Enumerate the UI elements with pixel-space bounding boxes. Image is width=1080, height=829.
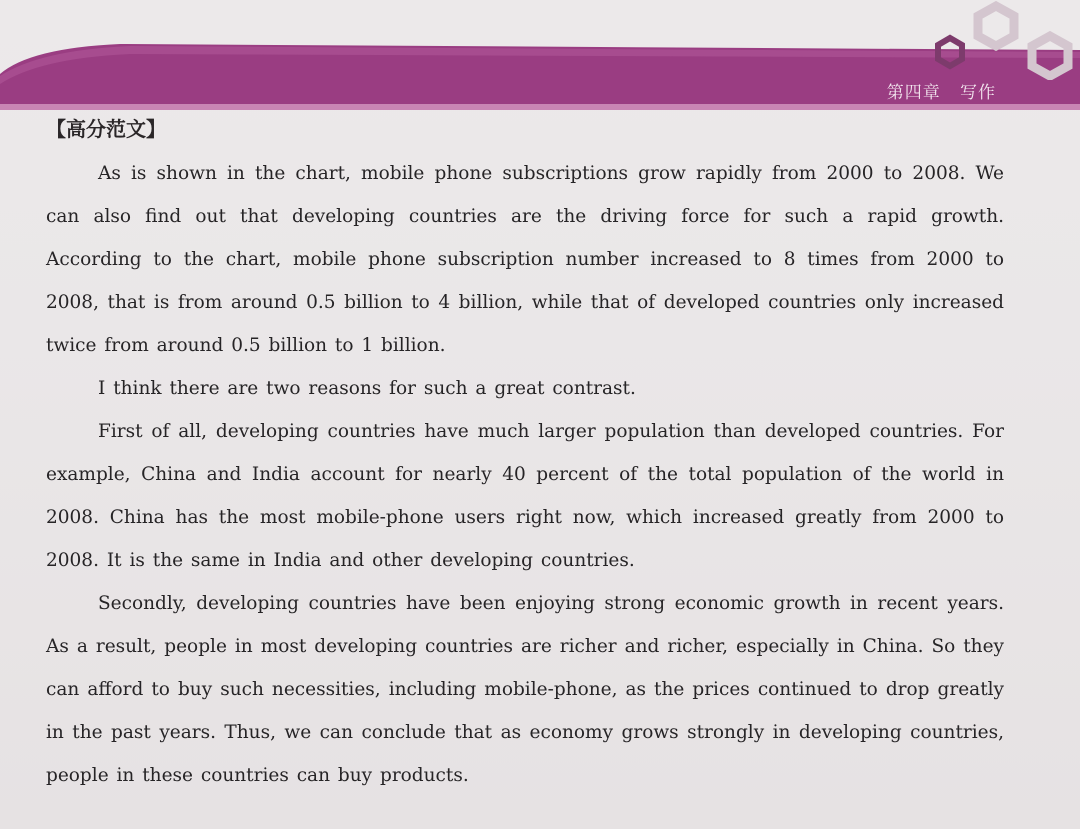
paragraph-4: Secondly, developing countries have been enjoying strong economic growth in recent years. As a result, people in most developing countries are richer and richer, especially in China. So they can afford to buy such necessities, including mobile-phone, as the prices continued to drop greatly in the past years. Thus, we can conclude that as economy grows strongly in developing countries, people in these countries can buy products. — [46, 593, 1004, 786]
essay-body — [46, 152, 1004, 797]
chapter-label: 第四章 写作 — [886, 83, 996, 103]
header-underline — [0, 104, 1080, 110]
hexagon-decoration-icon — [910, 0, 1080, 80]
paragraph-1: As is shown in the chart, mobile phone subscriptions grow rapidly from 2000 to 2008. We can also find out that developing countries are the driving force for such a rapid growth. According to the chart, mobile phone subscription number increased to 8 times from 2000 to 2008, that is from around 0.5 billion to 4 billion, while that of developed countries only increased twice from around 0.5 billion to 1 billion. — [46, 163, 1004, 356]
section-title: 【高分范文】 — [46, 117, 166, 141]
paragraph-3: First of all, developing countries have much larger population than developed countries. For example, China and India account for nearly 40 percent of the total population of the world in 2008. China has the most mobile-phone users right now, which increased greatly from 2000 to 2008. It is the same in India and other developing countries. — [46, 421, 1004, 571]
paragraph-2: I think there are two reasons for such a great contrast. — [98, 378, 636, 399]
